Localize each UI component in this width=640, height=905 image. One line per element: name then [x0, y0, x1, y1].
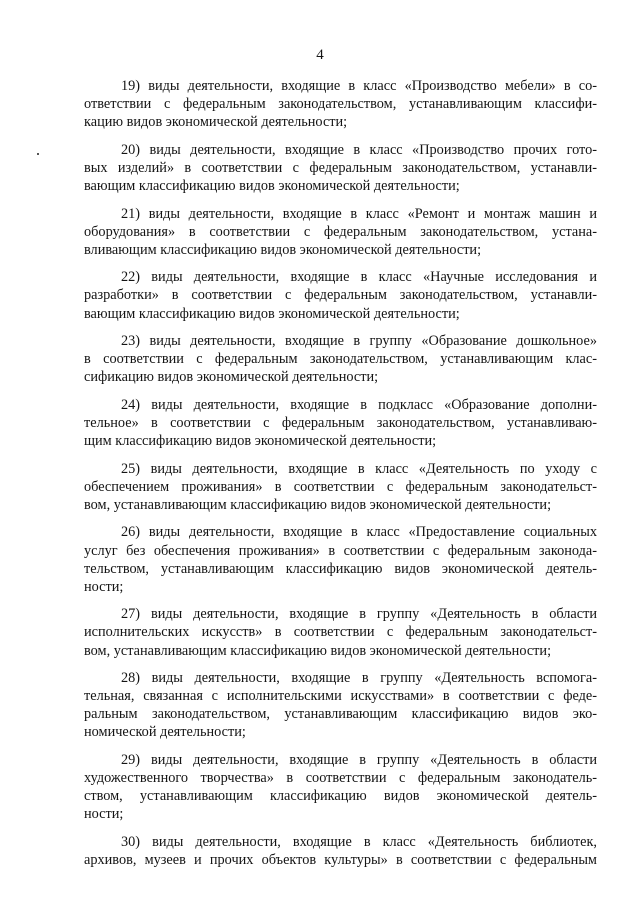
list-item-21 — [84, 205, 597, 259]
text-line: 21) виды деятельности, входящие в класс «Ремонт и монтаж машин и — [121, 205, 597, 222]
text-line: в соответствии с федеральным законодательством, устанавливающим клас- — [84, 351, 597, 368]
text-line: тельством, устанавливающим классификацию видов экономической деятель- — [84, 560, 597, 577]
text-line: 27) виды деятельности, входящие в группу «Деятельность в области — [121, 606, 597, 623]
text-line: ством, устанавливающим классификацию видов экономической деятель- — [84, 788, 597, 805]
list-item-22 — [84, 268, 597, 322]
list-item-24 — [84, 396, 597, 450]
text-line: сификацию видов экономической деятельности; — [84, 369, 379, 386]
text-line: 23) виды деятельности, входящие в группу «Образование дошкольное» — [121, 333, 597, 350]
scan-speck — [37, 153, 39, 155]
text-line: 25) виды деятельности, входящие в класс «Деятельность по уходу с — [121, 460, 597, 477]
text-line: 22) виды деятельности, входящие в класс «Научные исследования и — [121, 269, 597, 286]
text-line: разработки» в соответствии с федеральным законодательством, устанавли- — [84, 287, 597, 304]
text-line: кацию видов экономической деятельности; — [84, 114, 348, 131]
list-item-25 — [84, 460, 597, 514]
text-line: 28) виды деятельности, входящие в группу «Деятельность вспомога- — [121, 670, 597, 687]
text-line: ности; — [84, 578, 124, 595]
list-item-19 — [84, 77, 597, 131]
text-line: оборудования» в соответствии с федеральным законодательством, устана- — [84, 223, 597, 240]
text-line: исполнительских искусств» в соответствии с федеральным законодательст- — [84, 624, 597, 641]
text-line: 19) виды деятельности, входящие в класс «Производство мебели» в со- — [121, 78, 597, 94]
text-line: ответствии с федеральным законодательством, устанавливающим классифи- — [84, 96, 597, 113]
list-item-23 — [84, 332, 597, 386]
text-line: вом, устанавливающим классификацию видов экономической деятельности; — [84, 496, 552, 513]
document-body — [84, 77, 597, 879]
text-line: художественного творчества» в соответствии с федеральным законодатель- — [84, 770, 597, 787]
text-line: услуг без обеспечения проживания» в соответствии с федеральным законода- — [84, 542, 597, 559]
text-line: щим классификацию видов экономической деятельности; — [84, 433, 437, 450]
list-item-27 — [84, 605, 597, 659]
text-line: вливающим классификацию видов экономической деятельности; — [84, 241, 482, 258]
text-line: вающим классификацию видов экономической деятельности; — [84, 305, 460, 322]
text-line: тельная, связанная с исполнительскими искусствами» в соответствии с феде- — [84, 688, 597, 705]
text-line: номической деятельности; — [84, 724, 246, 741]
list-item-20 — [84, 141, 597, 195]
list-item-28 — [84, 669, 597, 741]
page-number: 4 — [316, 47, 324, 63]
text-line: 20) виды деятельности, входящие в класс «Производство прочих гото- — [121, 141, 597, 158]
text-line: 29) виды деятельности, входящие в группу «Деятельность в области — [121, 752, 597, 768]
text-line: вых изделий» в соответствии с федеральным законодательством, устанавли- — [84, 159, 597, 176]
text-line: 24) виды деятельности, входящие в подкласс «Образование дополни- — [121, 396, 597, 413]
text-line: обеспечением проживания» в соответствии с федеральным законодательст- — [84, 478, 597, 495]
text-line: архивов, музеев и прочих объектов культуры» в соответствии с федеральным — [84, 851, 597, 868]
text-line: вающим классификацию видов экономической деятельности; — [84, 177, 460, 194]
text-line: тельное» в соответствии с федеральным законодательством, устанавливаю- — [84, 415, 597, 431]
text-line: 30) виды деятельности, входящие в класс «Деятельность библиотек, — [121, 833, 597, 850]
text-line: ральным законодательством, устанавливающим классификацию видов эко- — [84, 706, 597, 723]
text-line: вом, устанавливающим классификацию видов экономической деятельности; — [84, 642, 552, 659]
list-item-29 — [84, 751, 597, 823]
list-item-30 — [84, 833, 597, 869]
list-item-26 — [84, 523, 597, 595]
text-line: ности; — [84, 806, 124, 823]
text-line: 26) виды деятельности, входящие в класс «Предоставление социальных — [121, 524, 597, 541]
